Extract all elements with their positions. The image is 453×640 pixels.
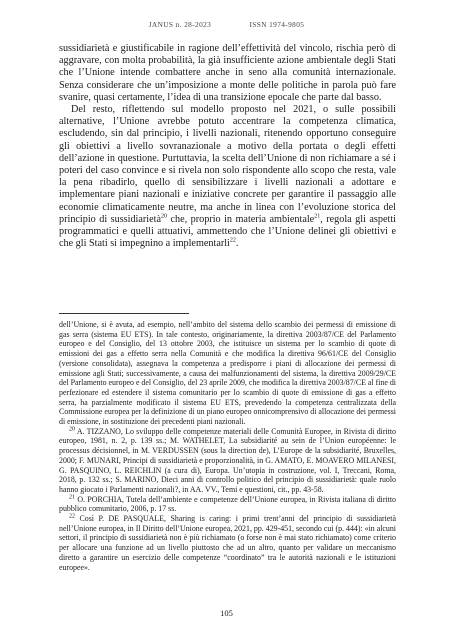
- footnote-separator: [59, 313, 189, 314]
- main-text: [59, 43, 396, 250]
- running-header: [0, 20, 453, 29]
- footnotes: [59, 320, 396, 572]
- footnote-22-number: 22: [69, 513, 75, 520]
- footnote-20-text: A. TIZZANO, Lo sviluppo delle competenze materiali delle Comunità Europee, in Rivista di diritto europeo, 1981, n. 2, p. 139 ss.; M. WATHELET, La subsidiarité au sein de l’Union européenne: le processus décisionnel, in M. VERDUSSEN (sous la direction de), L’Europe de la subsidiarité, Bruxelles, 2000; F. MUNARI, Principi di sussidiarietà e proporzionalità, in G. AMATO, E. MOAVERO MILANESI, G. PASQUINO, L. REICHLIN (a cura di), Europa. Un’utopia in costruzione, vol. I, Treccani, Roma, 2018, p. 132 ss.; S. MARINO, Dieci anni di controllo politico del principio di sussidiarietà: quale ruolo hanno giocato i Parlamenti nazionali?, in AA. VV., Temi e questioni, cit., pp. 43-58.: [59, 426, 396, 494]
- footnote-ref-20[interactable]: 20: [161, 213, 168, 220]
- paragraph-2-part-c: , regola gli aspetti programmatici e quelli attuativi, ammettendo che l’Unione delinei gli obiettivi e che gli Stati si impegnino a implementarli: [59, 213, 396, 250]
- footnote-21-text: O. PORCHIA, Tutela dell’ambiente e competenze dell’Unione europea, in Rivista italiana di diritto pubblico comunitario, 2006, p. 17 ss.: [59, 494, 396, 514]
- footnote-ref-21[interactable]: 21: [314, 213, 321, 220]
- journal-issue: JANUS n. 28-2023: [148, 20, 212, 29]
- footnote-22-text: Così P. DE PASQUALE, Sharing is caring: i primi trent’anni del principio di sussidiarietà nell’Unione europea, in Il Diritto dell’Unione europea, 2021, pp. 429-451, secondo cui (p. 444): «in alcuni settori, il principio di sussidiarietà non è più richiamato (o forse non è mai stato richiamato) come criterio per allocare una funzione ad un livello piuttosto che ad un altro, quanto per validare un meccanismo diretto a garantire un esercizio delle competenze “coordinato” tra le autorità nazionali e le istituzioni europee».: [59, 514, 396, 572]
- footnote-21: [59, 495, 396, 514]
- page-number: 105: [220, 608, 233, 618]
- paragraph-2-part-b: che, proprio in materia ambientale: [167, 213, 315, 225]
- issn: ISSN 1974-9805: [249, 20, 305, 29]
- footnote-ref-22[interactable]: 22: [229, 237, 236, 244]
- footnote-20: [59, 427, 396, 495]
- paragraph-2-part-d: .: [235, 238, 239, 250]
- footnote-21-number: 21: [69, 494, 75, 501]
- paragraph-2: [59, 104, 396, 250]
- footnote-20-number: 20: [69, 426, 75, 433]
- footnote-continuation: dell’Unione, si è avuta, ad esempio, nell’ambito del sistema dello scambio dei permessi di emissione di gas serra (sistema EU ETS). In tale contesto, originariamente, la direttiva 2003/87/CE del Parlamento europeo e del Consiglio, del 13 ottobre 2003, che istituisce un sistema per lo scambio di quote di emissioni dei gas a effetto serra nella Comunità e che modifica la direttiva 96/61/CE del Consiglio (versione consolidata), assegnava la competenza a predisporre i piani di allocazione dei permessi di emissione agli Stati; successivamente, a causa dei malfunzionamenti del sistema, la direttiva 2009/29/CE del Parlamento europeo e del Consiglio, del 23 aprile 2009, che modifica la direttiva 2003/87/CE al fine di perfezionare ed estendere il sistema comunitario per lo scambio di quote di emissione di gas a effetto serra, ha parzialmente modificato il sistema EU ETS, prevedendo la competenza centralizzata della Commissione europea per la definizione di un piano europeo onnicomprensivo di allocazione dei permessi di emissione, in sostituzione dei precedenti piani nazionali.: [59, 320, 396, 427]
- footnote-22: [59, 514, 396, 572]
- paragraph-2-part-a: Del resto, riflettendo sul modello proposto nel 2021, o sulle possibili alternative, l’Unione avrebbe potuto accentrare la competenza climatica, escludendo, sin dal principio, i livelli nazionali, ritenendo opportuno conseguire gli obiettivi a livello sovranazionale a motivo della portata o degli effetti dell’azione in questione. Purtuttavia, la scelta dell’Unione di non richiamare a sé i poteri del caso convince e si rivela non solo rispondente allo scopo che resta, vale la pena ribadirlo, quello di sensibilizzare i livelli nazionali a adottare e implementare piani nazionali e iniziative concrete per garantire il passaggio alle economie climaticamente neutre, ma anche in linea con l’evoluzione storica del principio di sussidiarietà: [59, 104, 396, 225]
- paragraph-1: sussidiarietà e giustificabile in ragione dell’effettività del vincolo, rischia però di aggravare, con molta probabilità, la già insufficiente azione ambientale degli Stati che l’Unione intende combattere anche in seno alla comunità internazionale. Senza considerare che un’imposizione a monte delle politiche in parola può fare svanire, quasi certamente, l’idea di una transizione epocale che parte dal basso.: [59, 43, 396, 103]
